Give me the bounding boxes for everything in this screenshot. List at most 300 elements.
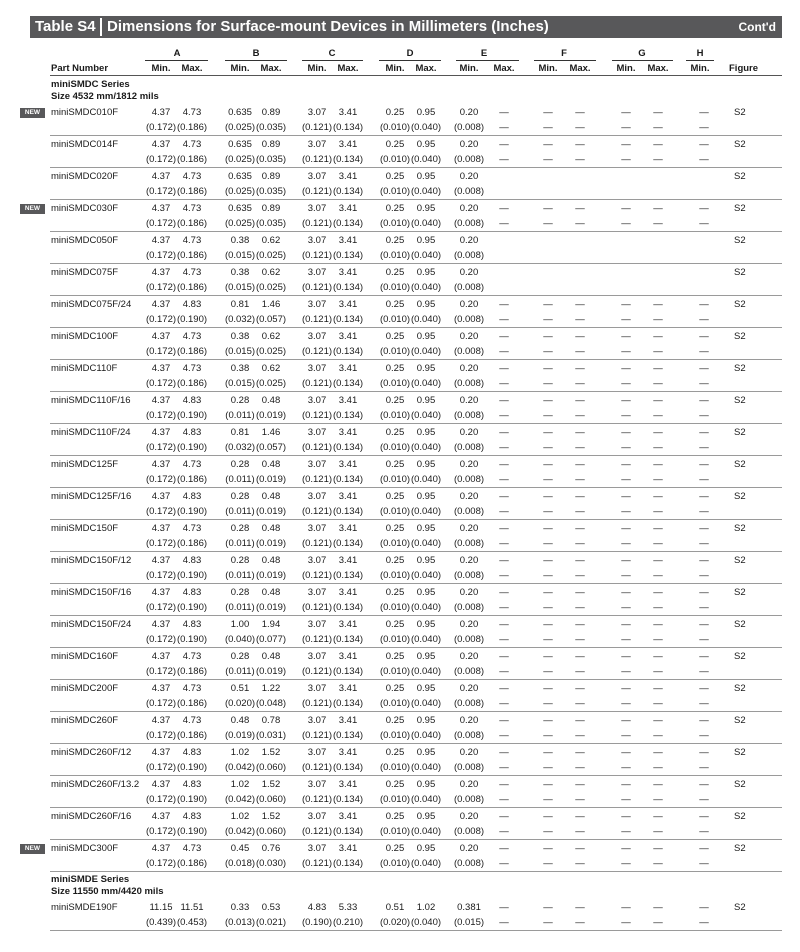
- part-number: miniSMDC050F: [51, 235, 119, 246]
- figure-ref: S2: [734, 555, 746, 566]
- value-inches: (0.121): [301, 346, 333, 357]
- value-mm: 0.20: [459, 203, 479, 214]
- value-inches: (0.008): [453, 186, 485, 197]
- value-inches: (0.011): [225, 570, 255, 581]
- value-mm: 4.37: [151, 139, 171, 150]
- value-mm: 3.41: [338, 843, 358, 854]
- value-inches: (0.439): [145, 917, 177, 928]
- value-mm: 0.28: [230, 523, 250, 534]
- value-inches: (0.048): [255, 698, 287, 709]
- not-applicable-dash: —: [699, 314, 709, 325]
- table-row: [0, 104, 800, 136]
- value-mm: 1.46: [261, 299, 281, 310]
- part-number: miniSMDC110F/16: [51, 395, 131, 406]
- value-mm: 0.20: [459, 843, 479, 854]
- value-mm: 0.51: [385, 902, 405, 913]
- value-mm: 3.07: [307, 715, 327, 726]
- not-applicable-dash: —: [499, 395, 509, 406]
- not-applicable-dash: —: [653, 555, 663, 566]
- value-mm: 4.37: [151, 715, 171, 726]
- not-applicable-dash: —: [699, 747, 709, 758]
- not-applicable-dash: —: [499, 555, 509, 566]
- not-applicable-dash: —: [699, 442, 709, 453]
- not-applicable-dash: —: [543, 395, 553, 406]
- value-mm: 0.25: [385, 395, 405, 406]
- table-row: [0, 616, 800, 648]
- value-inches: (0.008): [453, 314, 485, 325]
- value-mm: 3.07: [307, 299, 327, 310]
- column-group-rule: [379, 60, 441, 61]
- figure-ref: S2: [734, 902, 746, 913]
- not-applicable-dash: —: [575, 491, 585, 502]
- value-mm: 3.41: [338, 811, 358, 822]
- not-applicable-dash: —: [699, 218, 709, 229]
- part-number: miniSMDC020F: [51, 171, 119, 182]
- part-number: miniSMDC125F: [51, 459, 119, 470]
- not-applicable-dash: —: [621, 218, 631, 229]
- value-mm: 3.41: [338, 715, 358, 726]
- value-mm: 0.95: [416, 811, 436, 822]
- value-inches: (0.011): [225, 538, 255, 549]
- value-inches: (0.011): [225, 506, 255, 517]
- figure-ref: S2: [734, 715, 746, 726]
- not-applicable-dash: —: [699, 587, 709, 598]
- value-inches: (0.134): [332, 634, 364, 645]
- value-mm: 3.07: [307, 267, 327, 278]
- value-mm: 4.83: [182, 395, 202, 406]
- figure-ref: S2: [734, 811, 746, 822]
- not-applicable-dash: —: [621, 747, 631, 758]
- value-mm: 0.95: [416, 203, 436, 214]
- value-mm: 4.73: [182, 651, 202, 662]
- value-inches: (0.190): [176, 826, 208, 837]
- value-inches: (0.190): [176, 442, 208, 453]
- not-applicable-dash: —: [699, 523, 709, 534]
- part-number: miniSMDC100F: [51, 331, 119, 342]
- value-mm: 3.41: [338, 491, 358, 502]
- value-mm: 0.20: [459, 107, 479, 118]
- table-title-bar: [30, 16, 782, 38]
- column-group-rule: [686, 60, 714, 61]
- value-mm: 0.25: [385, 203, 405, 214]
- value-inches: (0.019): [255, 666, 287, 677]
- value-inches: (0.134): [332, 794, 364, 805]
- not-applicable-dash: —: [499, 474, 509, 485]
- not-applicable-dash: —: [499, 826, 509, 837]
- value-mm: 4.37: [151, 331, 171, 342]
- value-mm: 0.95: [416, 171, 436, 182]
- part-number: miniSMDC300F: [51, 843, 119, 854]
- not-applicable-dash: —: [699, 107, 709, 118]
- value-inches: (0.019): [255, 410, 287, 421]
- value-mm: 0.635: [228, 171, 252, 182]
- value-inches: (0.186): [176, 250, 208, 261]
- value-mm: 0.45: [230, 843, 250, 854]
- not-applicable-dash: —: [543, 762, 553, 773]
- value-mm: 4.37: [151, 747, 171, 758]
- not-applicable-dash: —: [621, 331, 631, 342]
- part-number: miniSMDC260F: [51, 715, 119, 726]
- not-applicable-dash: —: [543, 122, 553, 133]
- part-number: miniSMDC150F/16: [51, 587, 132, 598]
- value-mm: 0.95: [416, 555, 436, 566]
- not-applicable-dash: —: [699, 506, 709, 517]
- value-mm: 4.83: [182, 779, 202, 790]
- value-mm: 1.02: [230, 747, 250, 758]
- value-inches: (0.010): [379, 442, 411, 453]
- not-applicable-dash: —: [621, 715, 631, 726]
- value-mm: 1.02: [230, 779, 250, 790]
- value-inches: (0.134): [332, 762, 364, 773]
- value-mm: 4.37: [151, 299, 171, 310]
- value-mm: 3.41: [338, 139, 358, 150]
- value-inches: (0.010): [379, 410, 411, 421]
- not-applicable-dash: —: [575, 538, 585, 549]
- value-inches: (0.172): [145, 634, 177, 645]
- value-inches: (0.134): [332, 858, 364, 869]
- max-header: Max.: [260, 63, 282, 74]
- not-applicable-dash: —: [621, 363, 631, 374]
- value-mm: 5.33: [338, 902, 358, 913]
- value-mm: 3.07: [307, 139, 327, 150]
- value-mm: 0.635: [228, 203, 252, 214]
- value-mm: 0.20: [459, 331, 479, 342]
- value-inches: (0.040): [410, 474, 442, 485]
- value-inches: (0.190): [176, 410, 208, 421]
- value-mm: 3.07: [307, 427, 327, 438]
- value-inches: (0.035): [255, 122, 287, 133]
- not-applicable-dash: —: [699, 122, 709, 133]
- not-applicable-dash: —: [499, 843, 509, 854]
- value-inches: (0.040): [410, 282, 442, 293]
- not-applicable-dash: —: [653, 666, 663, 677]
- not-applicable-dash: —: [653, 619, 663, 630]
- not-applicable-dash: —: [621, 683, 631, 694]
- value-inches: (0.008): [453, 730, 485, 741]
- value-inches: (0.010): [379, 250, 411, 261]
- title-divider: [100, 18, 102, 36]
- table-row: [0, 648, 800, 680]
- not-applicable-dash: —: [653, 747, 663, 758]
- value-mm: 4.73: [182, 203, 202, 214]
- value-mm: 0.28: [230, 651, 250, 662]
- not-applicable-dash: —: [653, 843, 663, 854]
- not-applicable-dash: —: [575, 363, 585, 374]
- value-inches: (0.121): [301, 154, 333, 165]
- value-mm: 3.07: [307, 651, 327, 662]
- value-inches: (0.121): [301, 698, 333, 709]
- value-mm: 4.73: [182, 267, 202, 278]
- part-number: miniSMDC075F: [51, 267, 119, 278]
- value-mm: 3.07: [307, 395, 327, 406]
- not-applicable-dash: —: [621, 917, 631, 928]
- value-inches: (0.035): [255, 154, 287, 165]
- not-applicable-dash: —: [575, 730, 585, 741]
- not-applicable-dash: —: [621, 203, 631, 214]
- not-applicable-dash: —: [653, 651, 663, 662]
- value-mm: 0.95: [416, 299, 436, 310]
- not-applicable-dash: —: [653, 634, 663, 645]
- not-applicable-dash: —: [543, 218, 553, 229]
- value-mm: 0.20: [459, 587, 479, 598]
- not-applicable-dash: —: [499, 917, 509, 928]
- value-inches: (0.015): [224, 378, 256, 389]
- value-inches: (0.040): [410, 538, 442, 549]
- value-mm: 0.95: [416, 331, 436, 342]
- value-mm: 3.41: [338, 171, 358, 182]
- max-header: Max.: [415, 63, 437, 74]
- not-applicable-dash: —: [621, 902, 631, 913]
- not-applicable-dash: —: [499, 139, 509, 150]
- not-applicable-dash: —: [699, 902, 709, 913]
- not-applicable-dash: —: [499, 203, 509, 214]
- not-applicable-dash: —: [543, 442, 553, 453]
- column-group-h: H: [696, 48, 704, 59]
- value-inches: (0.134): [332, 186, 364, 197]
- value-inches: (0.134): [332, 570, 364, 581]
- value-mm: 4.73: [182, 139, 202, 150]
- value-inches: (0.013): [224, 917, 256, 928]
- not-applicable-dash: —: [621, 491, 631, 502]
- value-inches: (0.008): [453, 666, 485, 677]
- value-mm: 4.37: [151, 107, 171, 118]
- value-inches: (0.121): [301, 442, 333, 453]
- not-applicable-dash: —: [543, 491, 553, 502]
- not-applicable-dash: —: [653, 299, 663, 310]
- not-applicable-dash: —: [621, 651, 631, 662]
- min-header: Min.: [538, 63, 558, 74]
- value-inches: (0.121): [301, 570, 333, 581]
- value-mm: 3.07: [307, 203, 327, 214]
- not-applicable-dash: —: [499, 902, 509, 913]
- value-inches: (0.011): [225, 602, 255, 613]
- value-mm: 4.73: [182, 235, 202, 246]
- not-applicable-dash: —: [499, 122, 509, 133]
- part-number: miniSMDC014F: [51, 139, 119, 150]
- not-applicable-dash: —: [499, 747, 509, 758]
- value-inches: (0.040): [410, 186, 442, 197]
- table-row: [0, 392, 800, 424]
- value-inches: (0.134): [332, 730, 364, 741]
- value-mm: 3.41: [338, 587, 358, 598]
- value-mm: 3.07: [307, 491, 327, 502]
- value-inches: (0.134): [332, 410, 364, 421]
- not-applicable-dash: —: [499, 491, 509, 502]
- value-inches: (0.010): [379, 218, 411, 229]
- not-applicable-dash: —: [699, 715, 709, 726]
- figure-ref: S2: [734, 779, 746, 790]
- value-mm: 0.95: [416, 363, 436, 374]
- not-applicable-dash: —: [499, 779, 509, 790]
- value-mm: 4.83: [307, 902, 327, 913]
- value-inches: (0.010): [379, 666, 411, 677]
- value-mm: 4.83: [182, 427, 202, 438]
- value-inches: (0.008): [453, 122, 485, 133]
- value-mm: 1.02: [416, 902, 436, 913]
- value-inches: (0.172): [145, 698, 177, 709]
- not-applicable-dash: —: [621, 826, 631, 837]
- value-mm: 1.52: [261, 747, 281, 758]
- value-mm: 3.07: [307, 843, 327, 854]
- value-inches: (0.030): [255, 858, 287, 869]
- value-inches: (0.019): [255, 602, 287, 613]
- value-mm: 3.41: [338, 747, 358, 758]
- value-inches: (0.008): [453, 762, 485, 773]
- not-applicable-dash: —: [621, 459, 631, 470]
- value-inches: (0.134): [332, 122, 364, 133]
- value-inches: (0.010): [379, 730, 411, 741]
- value-inches: (0.008): [453, 506, 485, 517]
- not-applicable-dash: —: [653, 218, 663, 229]
- not-applicable-dash: —: [575, 203, 585, 214]
- value-mm: 0.25: [385, 555, 405, 566]
- value-inches: (0.134): [332, 346, 364, 357]
- value-mm: 4.73: [182, 683, 202, 694]
- value-inches: (0.172): [145, 506, 177, 517]
- not-applicable-dash: —: [699, 203, 709, 214]
- figure-ref: S2: [734, 491, 746, 502]
- value-inches: (0.010): [379, 154, 411, 165]
- value-inches: (0.010): [379, 634, 411, 645]
- value-mm: 0.635: [228, 139, 252, 150]
- min-header: Min.: [690, 63, 710, 74]
- table-row: [0, 232, 800, 264]
- value-inches: (0.010): [379, 506, 411, 517]
- not-applicable-dash: —: [575, 523, 585, 534]
- not-applicable-dash: —: [499, 107, 509, 118]
- value-inches: (0.025): [255, 250, 287, 261]
- max-header: Max.: [569, 63, 591, 74]
- not-applicable-dash: —: [543, 715, 553, 726]
- min-header: Min.: [616, 63, 636, 74]
- value-mm: 0.28: [230, 395, 250, 406]
- value-mm: 4.83: [182, 747, 202, 758]
- value-inches: (0.040): [410, 762, 442, 773]
- value-mm: 0.62: [261, 363, 281, 374]
- value-mm: 0.25: [385, 171, 405, 182]
- not-applicable-dash: —: [653, 314, 663, 325]
- value-mm: 0.28: [230, 587, 250, 598]
- not-applicable-dash: —: [543, 917, 553, 928]
- not-applicable-dash: —: [653, 506, 663, 517]
- value-inches: (0.172): [145, 186, 177, 197]
- value-mm: 1.52: [261, 779, 281, 790]
- value-inches: (0.190): [176, 314, 208, 325]
- value-mm: 4.83: [182, 555, 202, 566]
- value-inches: (0.008): [453, 378, 485, 389]
- value-mm: 0.48: [261, 651, 281, 662]
- value-inches: (0.190): [176, 762, 208, 773]
- value-inches: (0.134): [332, 602, 364, 613]
- value-inches: (0.008): [453, 154, 485, 165]
- not-applicable-dash: —: [621, 538, 631, 549]
- value-mm: 3.07: [307, 811, 327, 822]
- value-inches: (0.186): [176, 538, 208, 549]
- value-mm: 4.37: [151, 203, 171, 214]
- not-applicable-dash: —: [575, 427, 585, 438]
- value-inches: (0.015): [224, 250, 256, 261]
- value-mm: 11.15: [149, 902, 173, 913]
- not-applicable-dash: —: [499, 651, 509, 662]
- not-applicable-dash: —: [699, 698, 709, 709]
- figure-ref: S2: [734, 459, 746, 470]
- value-inches: (0.190): [176, 570, 208, 581]
- continued-label: Cont'd: [738, 20, 776, 34]
- not-applicable-dash: —: [543, 203, 553, 214]
- not-applicable-dash: —: [653, 902, 663, 913]
- table-title: Dimensions for Surface-mount Devices in Millimeters (Inches): [107, 18, 549, 35]
- not-applicable-dash: —: [699, 459, 709, 470]
- value-mm: 0.25: [385, 139, 405, 150]
- figure-ref: S2: [734, 747, 746, 758]
- value-inches: (0.134): [332, 442, 364, 453]
- not-applicable-dash: —: [575, 715, 585, 726]
- value-mm: 3.41: [338, 459, 358, 470]
- not-applicable-dash: —: [621, 506, 631, 517]
- value-inches: (0.040): [410, 410, 442, 421]
- value-inches: (0.186): [176, 666, 208, 677]
- not-applicable-dash: —: [575, 843, 585, 854]
- not-applicable-dash: —: [699, 779, 709, 790]
- table-row: [0, 328, 800, 360]
- not-applicable-dash: —: [543, 747, 553, 758]
- part-number: miniSMDC160F: [51, 651, 119, 662]
- not-applicable-dash: —: [653, 107, 663, 118]
- value-mm: 4.37: [151, 811, 171, 822]
- not-applicable-dash: —: [543, 107, 553, 118]
- value-inches: (0.010): [379, 346, 411, 357]
- not-applicable-dash: —: [543, 299, 553, 310]
- value-inches: (0.121): [301, 506, 333, 517]
- value-mm: 4.37: [151, 363, 171, 374]
- not-applicable-dash: —: [543, 538, 553, 549]
- not-applicable-dash: —: [653, 122, 663, 133]
- not-applicable-dash: —: [621, 139, 631, 150]
- not-applicable-dash: —: [653, 363, 663, 374]
- not-applicable-dash: —: [543, 506, 553, 517]
- not-applicable-dash: —: [621, 378, 631, 389]
- value-mm: 3.41: [338, 651, 358, 662]
- value-mm: 4.73: [182, 363, 202, 374]
- value-mm: 3.07: [307, 683, 327, 694]
- value-inches: (0.040): [410, 506, 442, 517]
- value-inches: (0.172): [145, 474, 177, 485]
- value-mm: 0.25: [385, 715, 405, 726]
- not-applicable-dash: —: [499, 602, 509, 613]
- value-mm: 0.20: [459, 491, 479, 502]
- value-mm: 0.78: [261, 715, 281, 726]
- min-header: Min.: [151, 63, 171, 74]
- not-applicable-dash: —: [699, 570, 709, 581]
- section-title: miniSMDE Series Size 11550 mm/4420 mils: [51, 874, 164, 897]
- value-inches: (0.186): [176, 122, 208, 133]
- value-inches: (0.057): [255, 314, 287, 325]
- not-applicable-dash: —: [543, 459, 553, 470]
- value-inches: (0.040): [410, 698, 442, 709]
- not-applicable-dash: —: [499, 314, 509, 325]
- value-inches: (0.134): [332, 506, 364, 517]
- value-inches: (0.210): [332, 917, 364, 928]
- not-applicable-dash: —: [699, 331, 709, 342]
- not-applicable-dash: —: [575, 634, 585, 645]
- not-applicable-dash: —: [543, 331, 553, 342]
- figure-ref: S2: [734, 363, 746, 374]
- table-row: [0, 200, 800, 232]
- value-inches: (0.032): [224, 442, 256, 453]
- value-mm: 0.89: [261, 139, 281, 150]
- not-applicable-dash: —: [699, 730, 709, 741]
- not-applicable-dash: —: [653, 203, 663, 214]
